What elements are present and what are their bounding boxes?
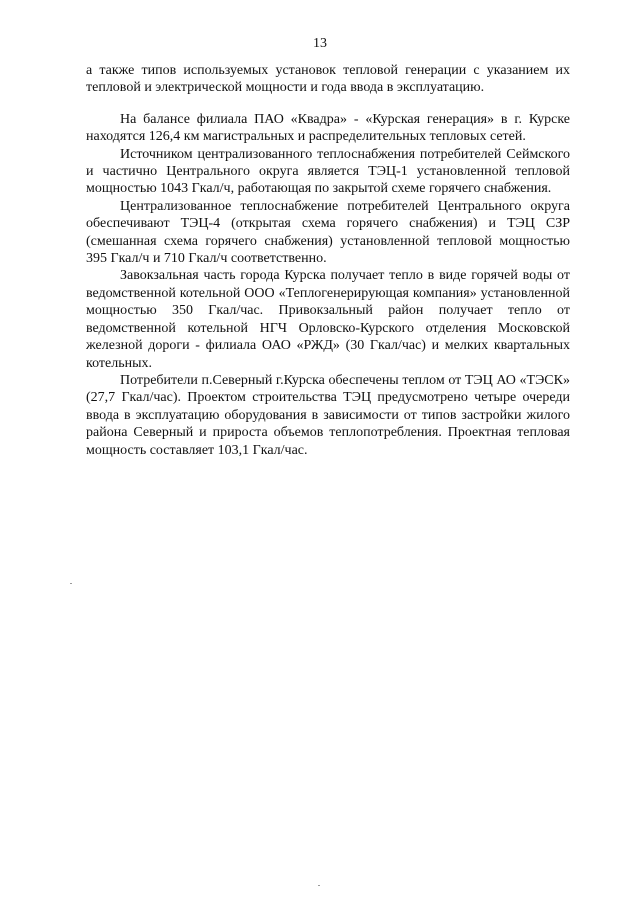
- scan-speck: [318, 885, 320, 886]
- paragraph-severny: Потребители п.Северный г.Курска обеспечены теплом от ТЭЦ АО «ТЭСК» (27,7 Гкал/час). Проектом строительства ТЭЦ предусмотрено четыре очереди ввода в эксплуатацию оборудования в зависимости от типов застройки жилого района Северный и прироста объемов теплопотребления. Проектная тепловая мощность составляет 103,1 Гкал/час.: [86, 372, 570, 458]
- paragraph-continuation: а также типов используемых установок тепловой генерации с указанием их тепловой и электрической мощности и года ввода в эксплуатацию.: [86, 63, 570, 96]
- paragraph-tec-1: Источником централизованного теплоснабжения потребителей Сеймского и частично Центрального округа является ТЭЦ-1 установленной тепловой мощностью 1043 Гкал/ч, работающая по закрытой схеме горячего снабжения.: [86, 146, 570, 197]
- paragraph-heat-networks: На балансе филиала ПАО «Квадра» - «Курская генерация» в г. Курске находятся 126,4 км магистральных и распределительных тепловых сетей.: [86, 111, 570, 145]
- scan-speck: [70, 583, 72, 584]
- paragraph-zavokzalnaya: Завокзальная часть города Курска получает тепло в виде горячей воды от ведомственной котельной ООО «Теплогенерирующая компания» установленной мощностью 350 Гкал/час. Привокзальный район получает тепло от ведомственной котельной НГЧ Орловско-Курского отделения Московской железной дороги - филиала ОАО «РЖД» (30 Гкал/час) и мелких квартальных котельных.: [86, 268, 570, 371]
- paragraph-tec-4-szr: Централизованное теплоснабжение потребителей Центрального округа обеспечивают ТЭЦ-4 (открытая схема горячего снабжения) и ТЭЦ СЗР (смешанная схема горячего снабжения) установленной тепловой мощностью 395 Гкал/ч и 710 Гкал/ч соответственно.: [86, 198, 570, 267]
- document-body: [86, 62, 570, 459]
- page-number: 13: [313, 36, 327, 51]
